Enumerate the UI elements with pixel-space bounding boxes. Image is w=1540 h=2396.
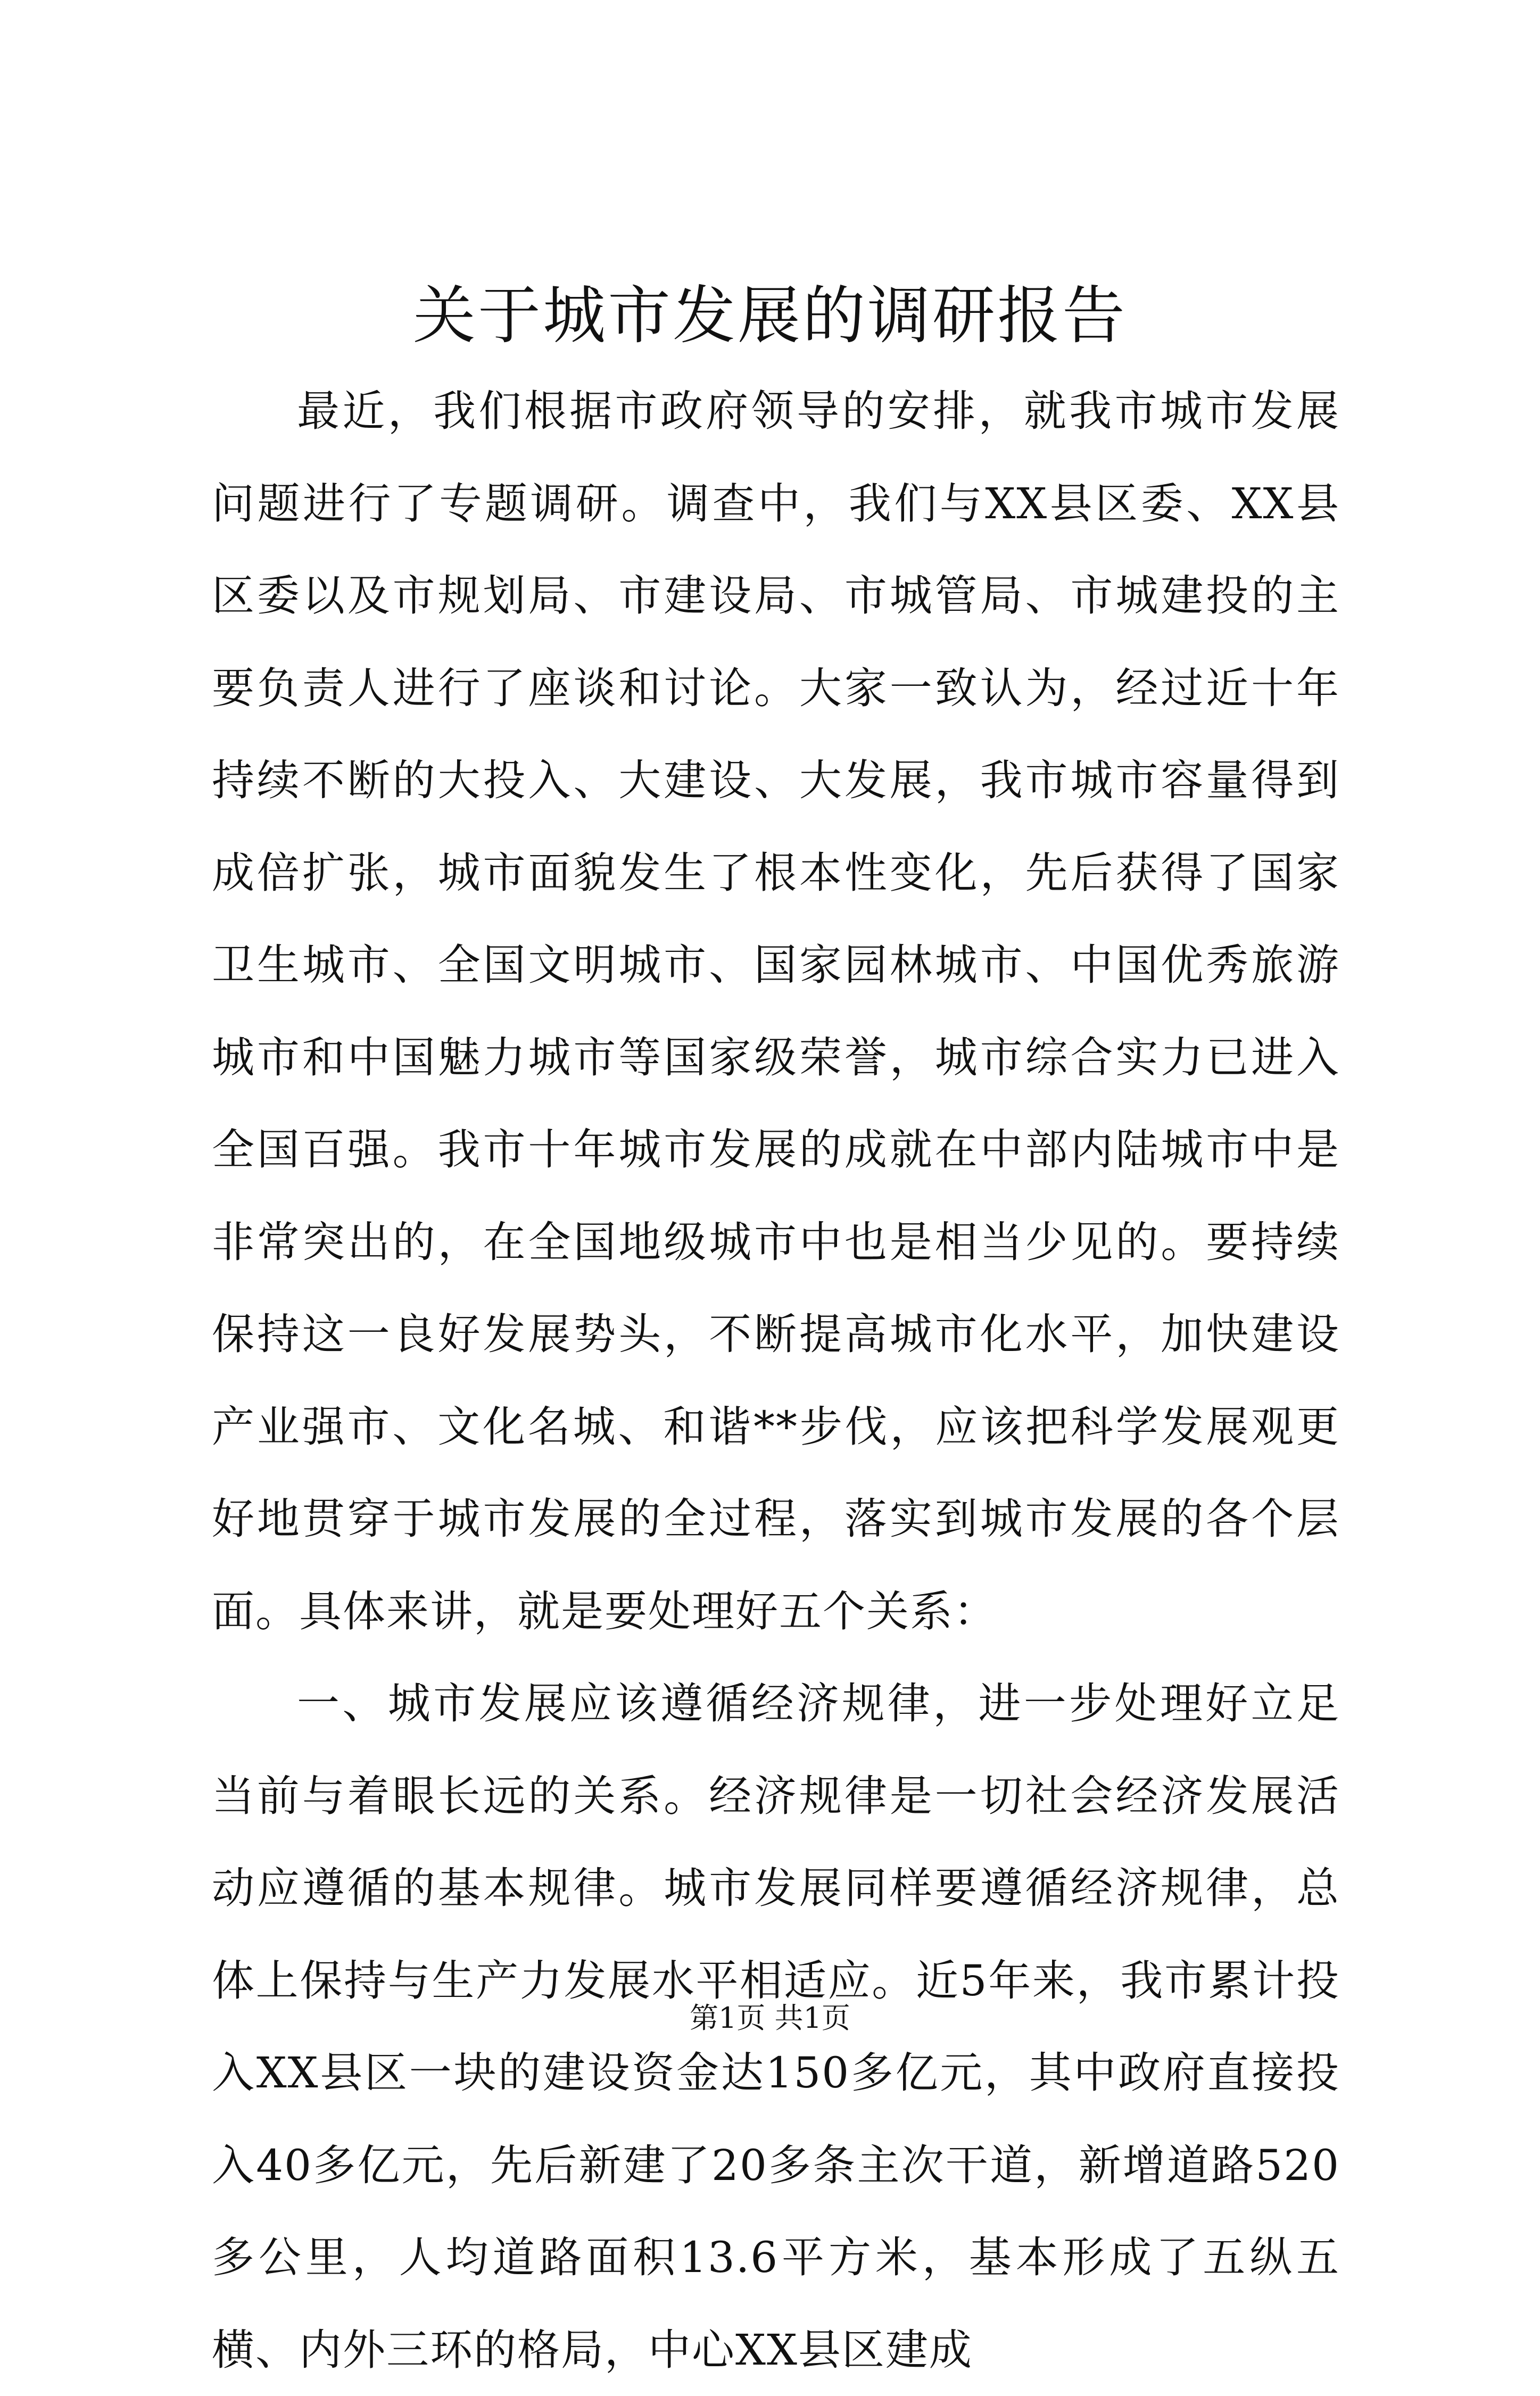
- document-title: 关于城市发展的调研报告: [412, 279, 1127, 352]
- page-footer: 第1页 共1页: [690, 2001, 850, 2035]
- document-body: [212, 365, 1340, 2396]
- body-paragraph-1: 最近，我们根据市政府领导的安排，就我市城市发展问题进行了专题调研。调查中，我们与XX县区委、XX县区委以及市规划局、市建设局、市城管局、市城建投的主要负责人进行了座谈和讨论。大家一致认为，经过近十年持续不断的大投入、大建设、大发展，我市城市容量得到成倍扩张，城市面貌发生了根本性变化，先后获得了国家卫生城市、全国文明城市、国家园林城市、中国优秀旅游城市和中国魅力城市等国家级荣誉，城市综合实力已进入全国百强。我市十年城市发展的成就在中部内陆城市中是非常突出的，在全国地级城市中也是相当少见的。要持续保持这一良好发展势头，不断提高城市化水平，加快建设产业强市、文化名城、和谐**步伐，应该把科学发展观更好地贯穿于城市发展的全过程，落实到城市发展的各个层面。具体来讲，就是要处理好五个关系：: [212, 386, 1340, 1636]
- body-paragraph-2: 一、城市发展应该遵循经济规律，进一步处理好立足当前与着眼长远的关系。经济规律是一切社会经济发展活动应遵循的基本规律。城市发展同样要遵循经济规律，总体上保持与生产力发展水平相适应。近5年来，我市累计投入XX县区一块的建设资金达150多亿元，其中政府直接投入40多亿元，先后新建了20多条主次干道，新增道路520多公里，人均道路面积13.6平方米，基本形成了五纵五横、内外三环的格局，中心XX县区建成: [212, 1679, 1340, 2375]
